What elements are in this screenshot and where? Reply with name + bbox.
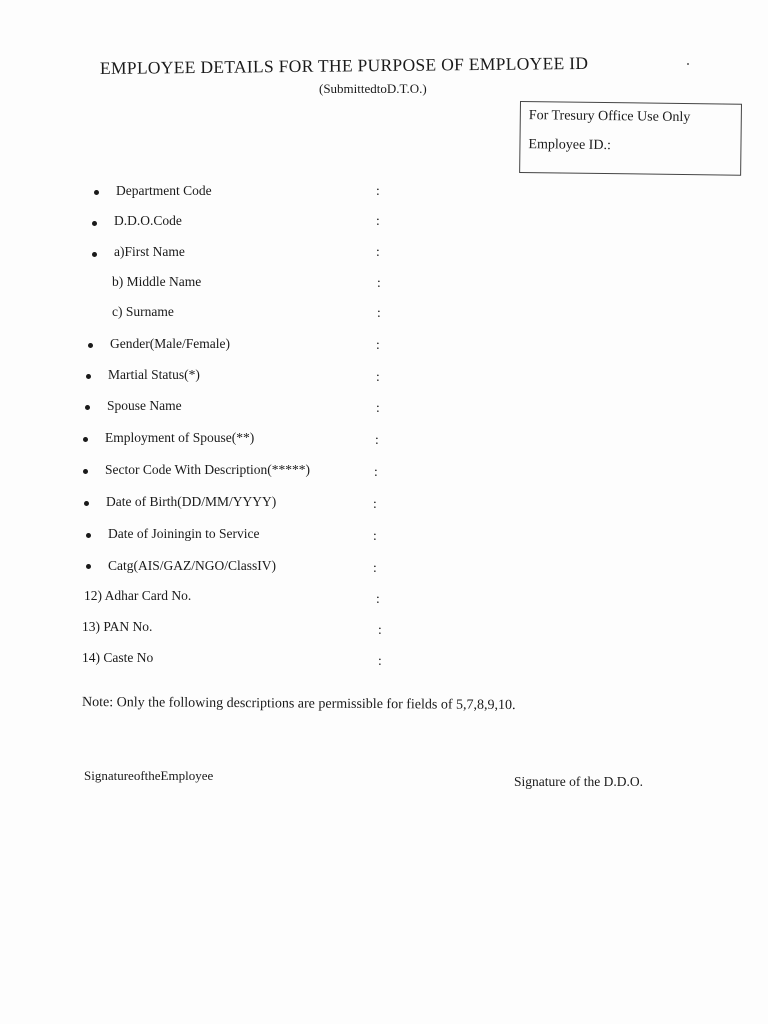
field-ddo-code-label: D.D.O.Code bbox=[114, 213, 182, 228]
bullet-icon bbox=[84, 501, 89, 506]
bullet-icon bbox=[83, 469, 88, 474]
bullet-icon bbox=[88, 343, 93, 348]
field-first-name-colon: : bbox=[376, 244, 380, 259]
field-surname-label: c) Surname bbox=[112, 304, 174, 319]
bullet-icon bbox=[92, 252, 97, 257]
field-marital-status-label: Martial Status(*) bbox=[108, 367, 200, 382]
field-caste-label: 14) Caste No bbox=[82, 650, 154, 665]
field-adhar-card-colon: : bbox=[376, 591, 380, 606]
bullet-icon bbox=[86, 564, 91, 569]
office-use-box bbox=[519, 101, 742, 176]
field-date-of-joining-label: Date of Joiningin to Service bbox=[108, 526, 260, 541]
note-text: Note: Only the following descriptions are permissible for fields of 5,7,8,9,10. bbox=[81, 695, 516, 714]
field-date-of-birth-label: Date of Birth(DD/MM/YYYY) bbox=[106, 494, 277, 509]
field-middle-name-colon: : bbox=[377, 275, 381, 290]
field-spouse-name-label: Spouse Name bbox=[107, 398, 182, 413]
field-employment-of-spouse-label: Employment of Spouse(**) bbox=[105, 430, 255, 445]
field-department-code-label: Department Code bbox=[116, 183, 212, 198]
bullet-icon bbox=[83, 437, 88, 442]
ddo-signature-label: Signature of the D.D.O. bbox=[514, 774, 643, 789]
field-caste-colon: : bbox=[378, 653, 382, 668]
employee-id-label: Employee ID.: bbox=[528, 137, 611, 154]
field-gender-label: Gender(Male/Female) bbox=[110, 336, 230, 351]
form-title: EMPLOYEE DETAILS FOR THE PURPOSE OF EMPLOYEE ID bbox=[99, 52, 589, 78]
bullet-icon bbox=[85, 405, 90, 410]
field-category-colon: : bbox=[373, 560, 377, 575]
field-spouse-name-colon: : bbox=[376, 400, 380, 415]
field-middle-name-label: b) Middle Name bbox=[112, 274, 202, 289]
field-ddo-code-colon: : bbox=[376, 213, 380, 228]
field-surname-colon: : bbox=[377, 305, 381, 320]
field-department-code-colon: : bbox=[376, 183, 380, 198]
form-subtitle: (SubmittedtoD.T.O.) bbox=[319, 81, 427, 96]
field-date-of-birth-colon: : bbox=[373, 496, 377, 511]
field-date-of-joining-colon: : bbox=[373, 528, 377, 543]
bullet-icon bbox=[92, 221, 97, 226]
field-marital-status-colon: : bbox=[376, 369, 380, 384]
field-sector-code-label: Sector Code With Description(*****) bbox=[105, 462, 311, 477]
employee-signature-label: SignatureoftheEmployee bbox=[84, 768, 214, 783]
bullet-icon bbox=[86, 374, 91, 379]
scan-speck bbox=[687, 63, 689, 65]
field-sector-code-colon: : bbox=[374, 464, 378, 479]
bullet-icon bbox=[86, 533, 91, 538]
field-pan-label: 13) PAN No. bbox=[82, 619, 153, 634]
field-first-name-label: a)First Name bbox=[114, 244, 185, 259]
office-use-heading: For Tresury Office Use Only bbox=[528, 108, 691, 126]
bullet-icon bbox=[94, 190, 99, 195]
field-adhar-card-label: 12) Adhar Card No. bbox=[84, 588, 192, 603]
field-category-label: Catg(AIS/GAZ/NGO/ClassIV) bbox=[108, 558, 276, 573]
field-gender-colon: : bbox=[376, 337, 380, 352]
field-pan-colon: : bbox=[378, 622, 382, 637]
field-employment-of-spouse-colon: : bbox=[375, 432, 379, 447]
